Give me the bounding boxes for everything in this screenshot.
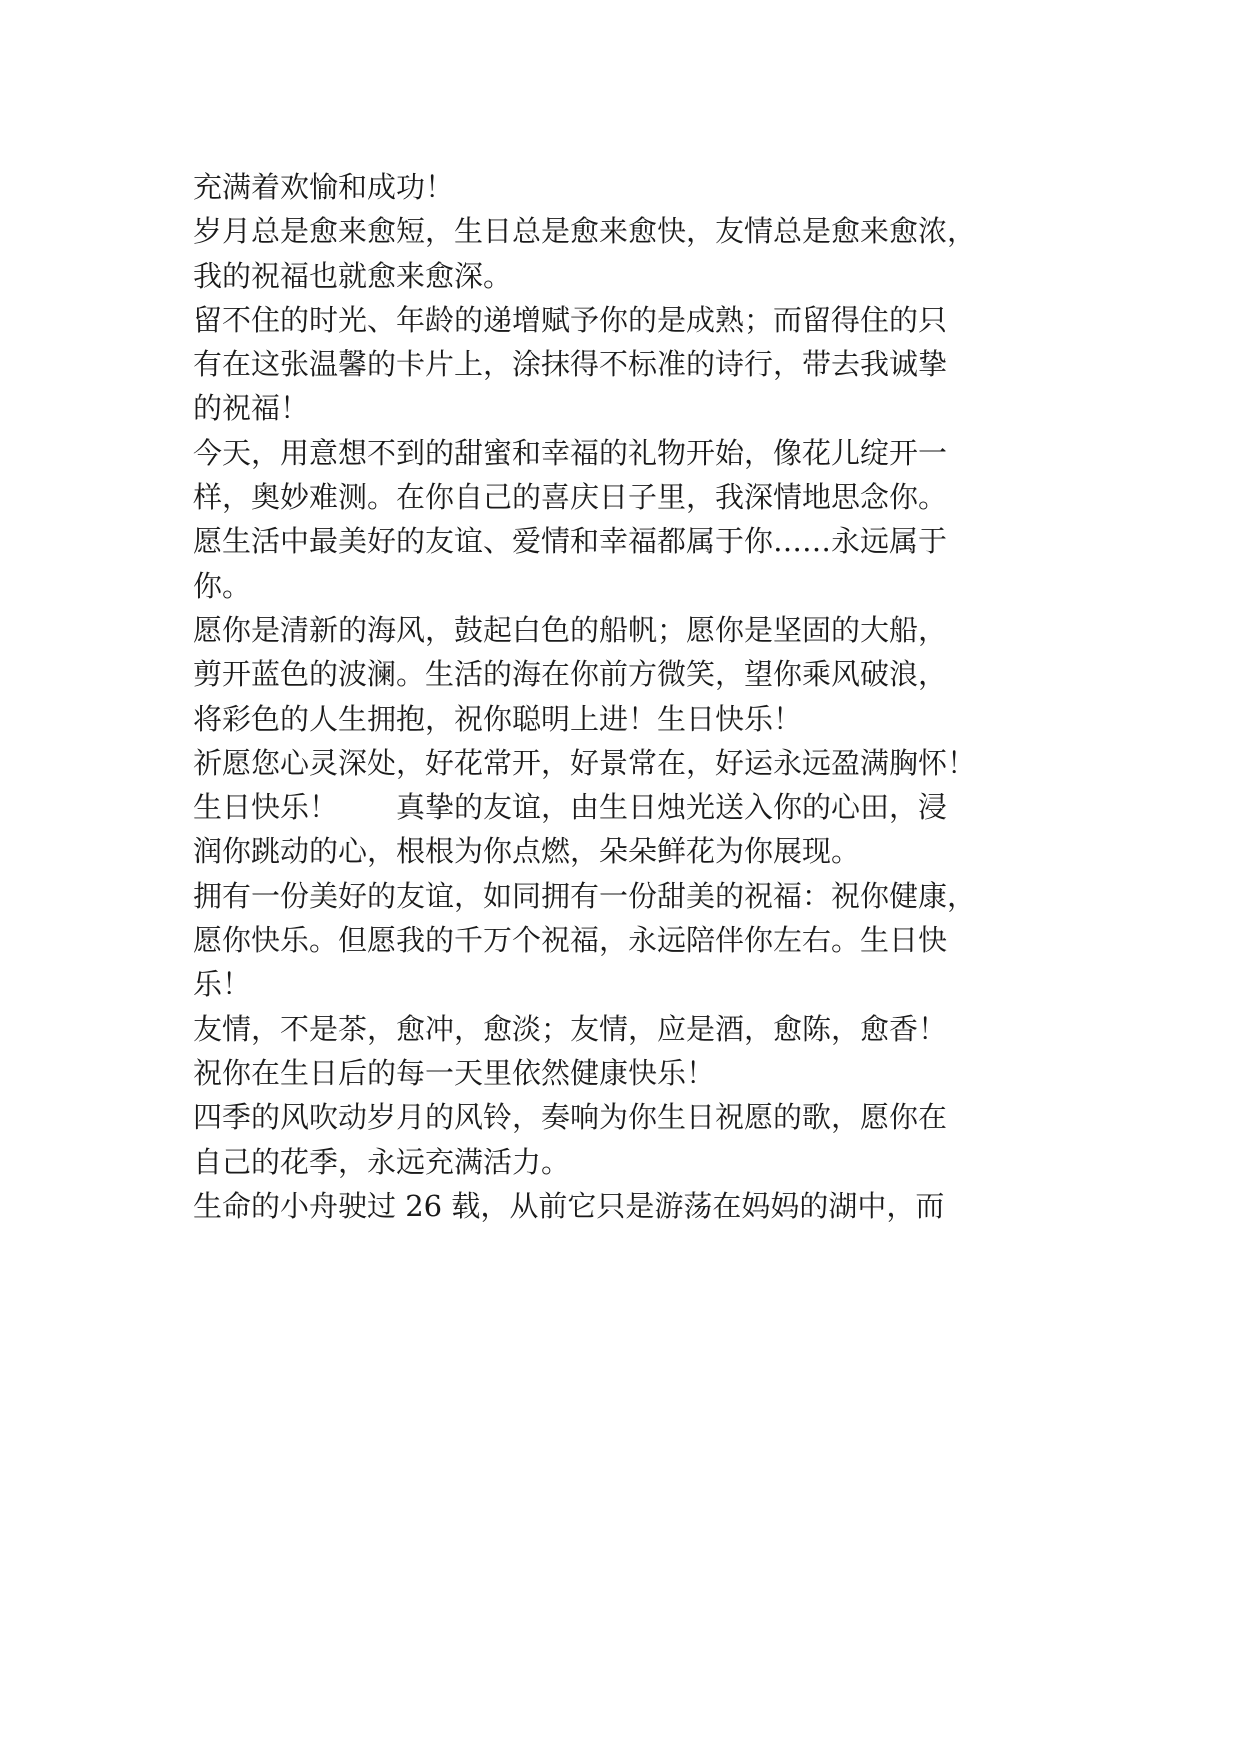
text-line: 四季的风吹动岁月的风铃，奏响为你生日祝愿的歌，愿你在 <box>193 1100 948 1135</box>
text-line: 将彩色的人生拥抱，祝你聪明上进！生日快乐！ <box>193 701 803 736</box>
text-line: 你。 <box>193 568 252 603</box>
text-line: 充满着欢愉和成功！ <box>193 170 455 204</box>
text-line: 拥有一份美好的友谊，如同拥有一份甜美的祝福：祝你健康， <box>193 878 977 913</box>
text-line: 润你跳动的心，根根为你点燃，朵朵鲜花为你展现。 <box>193 834 861 869</box>
text-line: 的祝福！ <box>193 391 310 426</box>
text-line: 我的祝福也就愈来愈深。 <box>193 258 513 293</box>
text-line: 有在这张温馨的卡片上，涂抹得不标准的诗行，带去我诚挚 <box>193 347 948 382</box>
text-line: 留不住的时光、年龄的递增赋予你的是成熟；而留得住的只 <box>193 302 948 337</box>
body-text <box>193 165 1093 1228</box>
text-line: 剪开蓝色的波澜。生活的海在你前方微笑，望你乘风破浪， <box>193 657 948 692</box>
text-line: 生日快乐！ 真挚的友谊，由生日烛光送入你的心田，浸 <box>193 790 948 825</box>
text-line: 愿生活中最美好的友谊、爱情和幸福都属于你……永远属于 <box>193 524 948 559</box>
text-line: 自己的花季，永远充满活力。 <box>193 1144 571 1179</box>
text-line: 样，奥妙难测。在你自己的喜庆日子里，我深情地思念你。 <box>193 480 948 515</box>
text-line: 祝你在生日后的每一天里依然健康快乐！ <box>193 1055 716 1090</box>
text-line: 生命的小舟驶过 26 载，从前它只是游荡在妈妈的湖中，而 <box>193 1188 945 1223</box>
text-line: 祈愿您心灵深处，好花常开，好景常在，好运永远盈满胸怀！ <box>193 745 977 780</box>
text-line: 乐！ <box>193 967 252 1002</box>
text-line: 愿你快乐。但愿我的千万个祝福，永远陪伴你左右。生日快 <box>193 923 948 958</box>
text-line: 岁月总是愈来愈短，生日总是愈来愈快，友情总是愈来愈浓， <box>193 214 977 249</box>
text-line: 友情，不是茶，愈冲，愈淡；友情，应是酒，愈陈，愈香！ <box>193 1011 948 1046</box>
text-line: 愿你是清新的海风，鼓起白色的船帆；愿你是坚固的大船， <box>193 612 948 647</box>
text-line: 今天，用意想不到的甜蜜和幸福的礼物开始，像花儿绽开一 <box>193 435 948 470</box>
